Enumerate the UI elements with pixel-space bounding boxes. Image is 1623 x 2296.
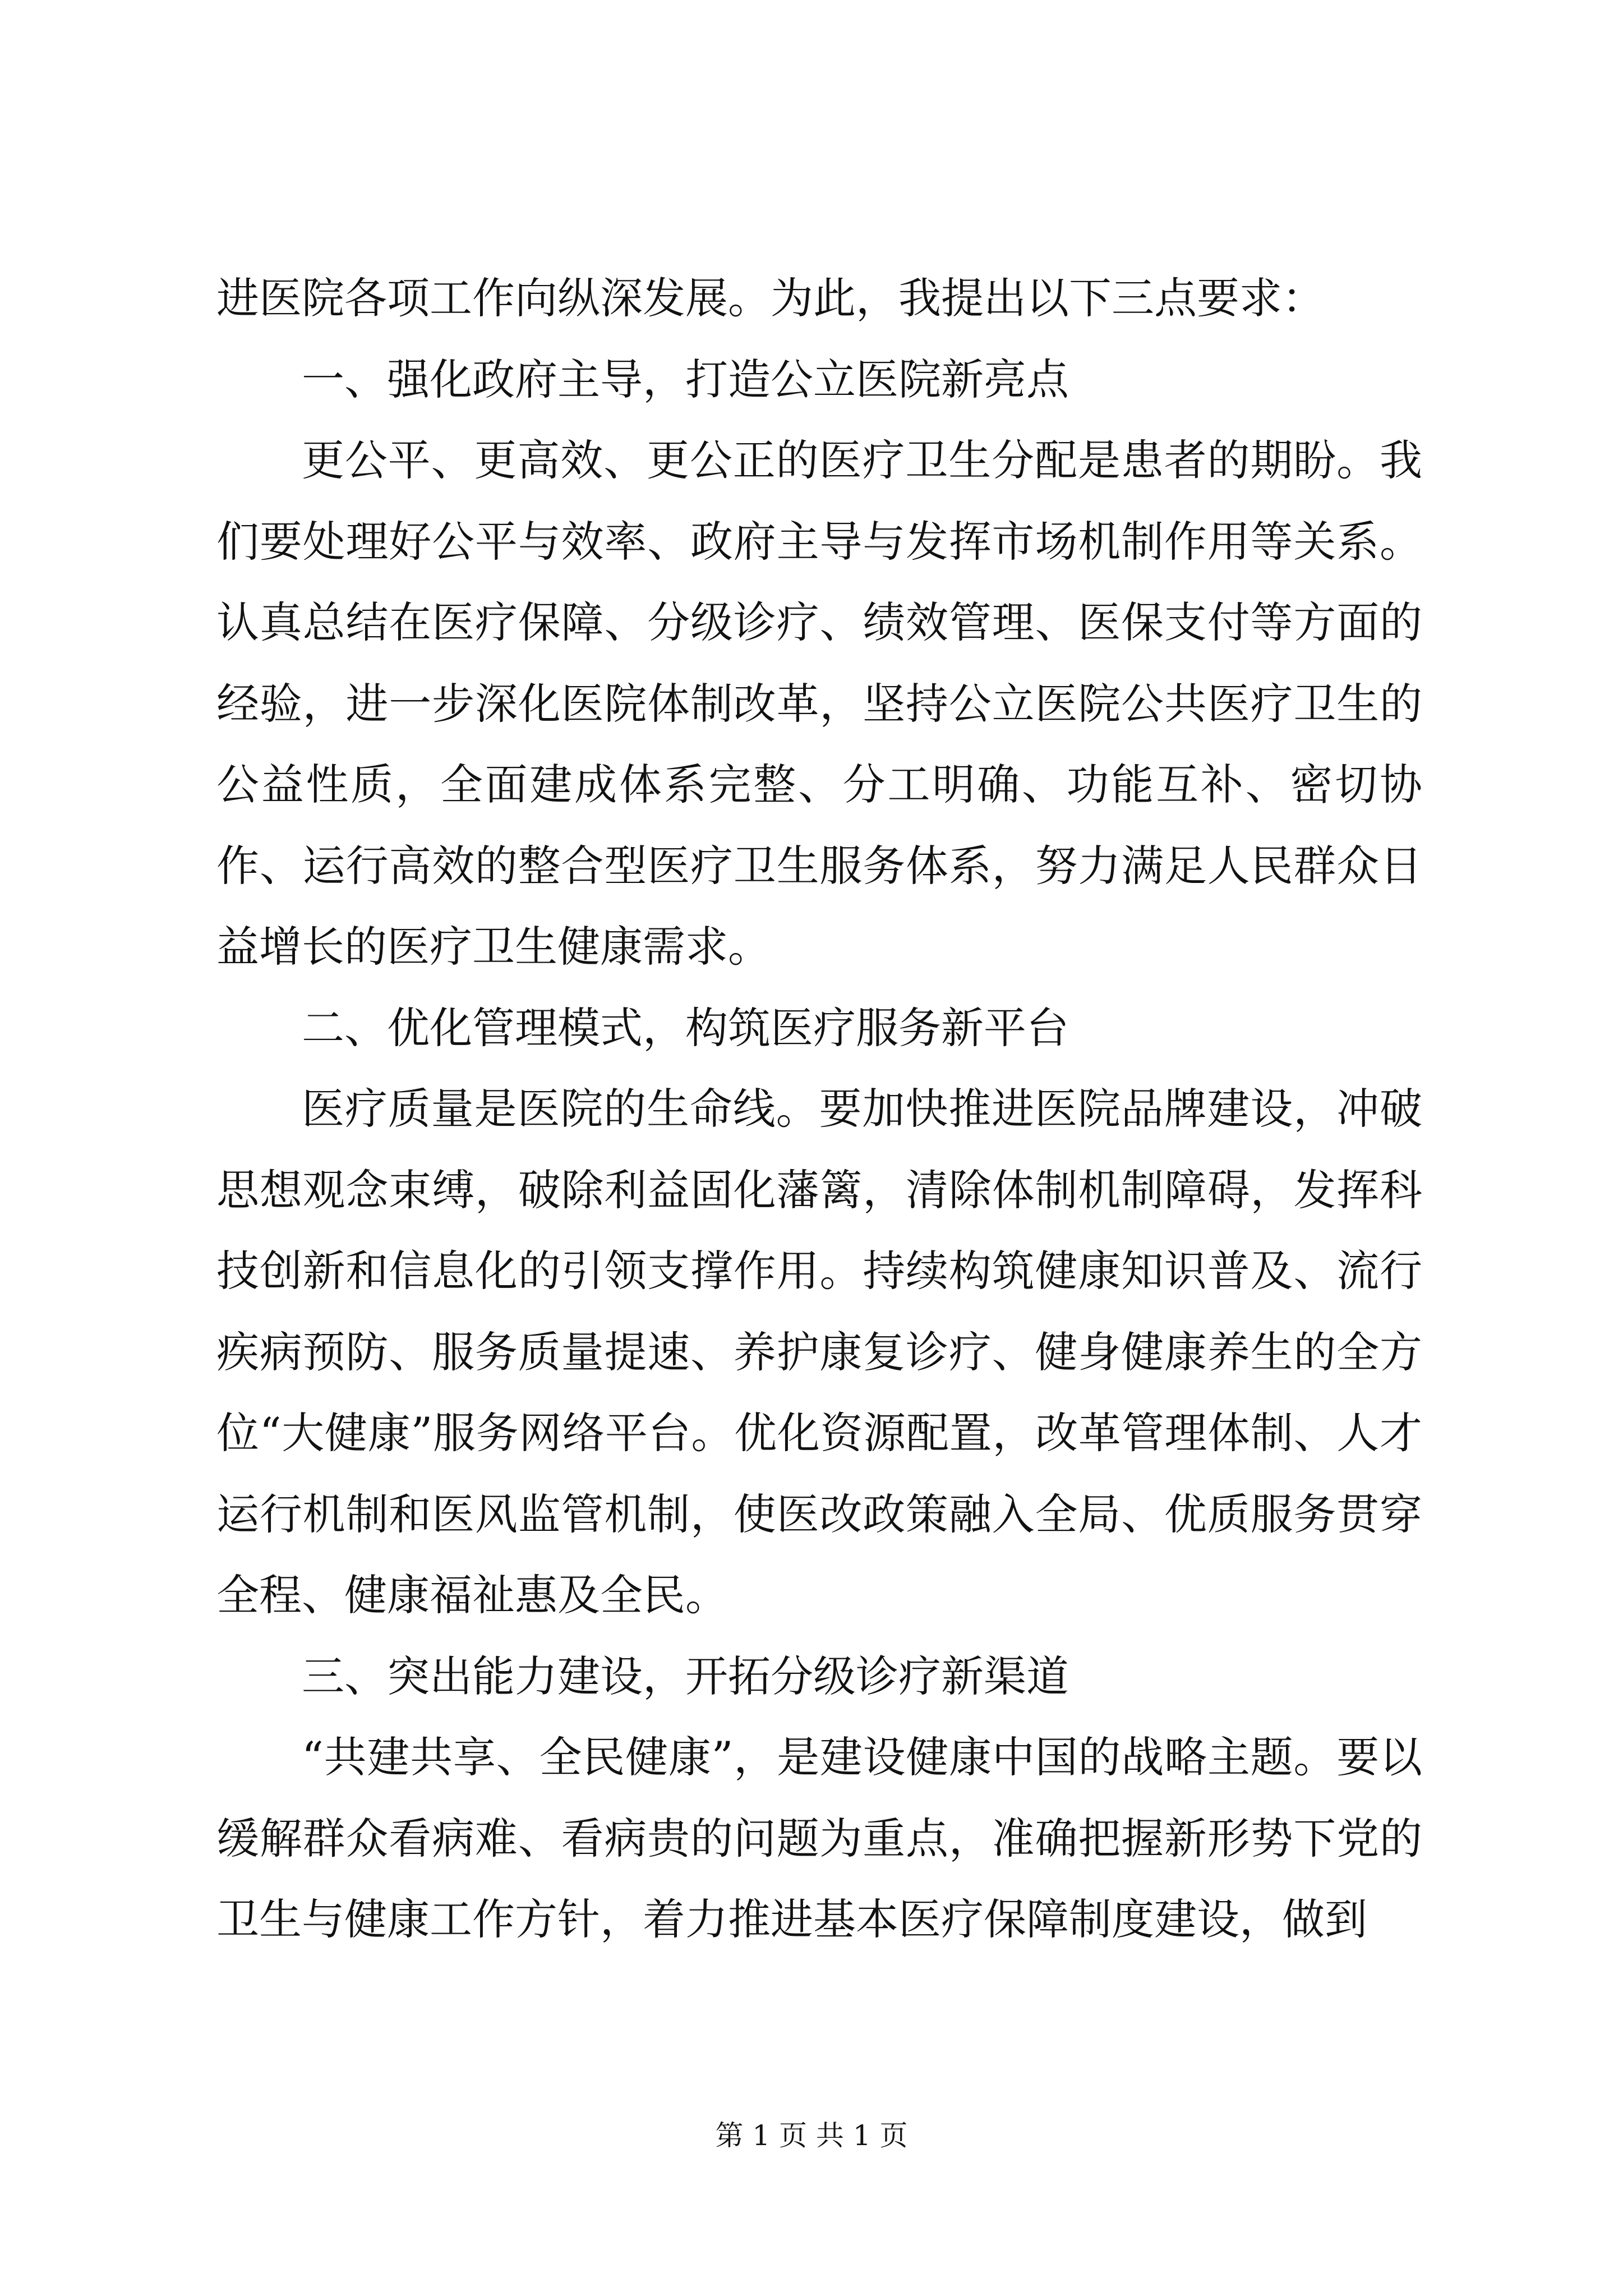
paragraph-1: 更公平、更高效、更公正的医疗卫生分配是患者的期盼。我们要处理好公平与效率、政府主导与发挥市场机制作用等关系。认真总结在医疗保障、分级诊疗、绩效管理、医保支付等方面的经验，进一步深化医院体制改革，坚持公立医院公共医疗卫生的公益性质，全面建成体系完整、分工明确、功能互补、密切协作、运行高效的整合型医疗卫生服务体系，努力满足人民群众日益增长的医疗卫生健康需求。 xyxy=(216,435,1422,972)
page-footer: 第 1 页 共 1 页 xyxy=(715,2119,908,2152)
section-heading-1: 一、强化政府主导，打造公立医院新亮点 xyxy=(302,354,1069,404)
section-heading-2: 二、优化管理模式，构筑医疗服务新平台 xyxy=(302,1002,1069,1053)
paragraph-continuation: 进医院各项工作向纵深发展。为此，我提出以下三点要求： xyxy=(216,273,1325,323)
paragraph-3: “共建共享、全民健康”，是建设健康中国的战略主题。要以缓解群众看病难、看病贵的问题为重点，准确把握新形势下党的卫生与健康工作方针，着力推进基本医疗保障制度建设，做到 xyxy=(216,1732,1422,1944)
document-body xyxy=(216,258,1422,1961)
paragraph-2: 医疗质量是医院的生命线。要加快推进医院品牌建设，冲破思想观念束缚，破除利益固化藩篱，清除体制机制障碍，发挥科技创新和信息化的引领支撑作用。持续构筑健康知识普及、流行疾病预防、服务质量提速、养护康复诊疗、健身健康养生的全方位“大健康”服务网络平台。优化资源配置，改革管理体制、人才运行机制和医风监管机制，使医改政策融入全局、优质服务贯穿全程、健康福祉惠及全民。 xyxy=(216,1084,1422,1620)
section-heading-3: 三、突出能力建设，开拓分级诊疗新渠道 xyxy=(302,1651,1069,1701)
